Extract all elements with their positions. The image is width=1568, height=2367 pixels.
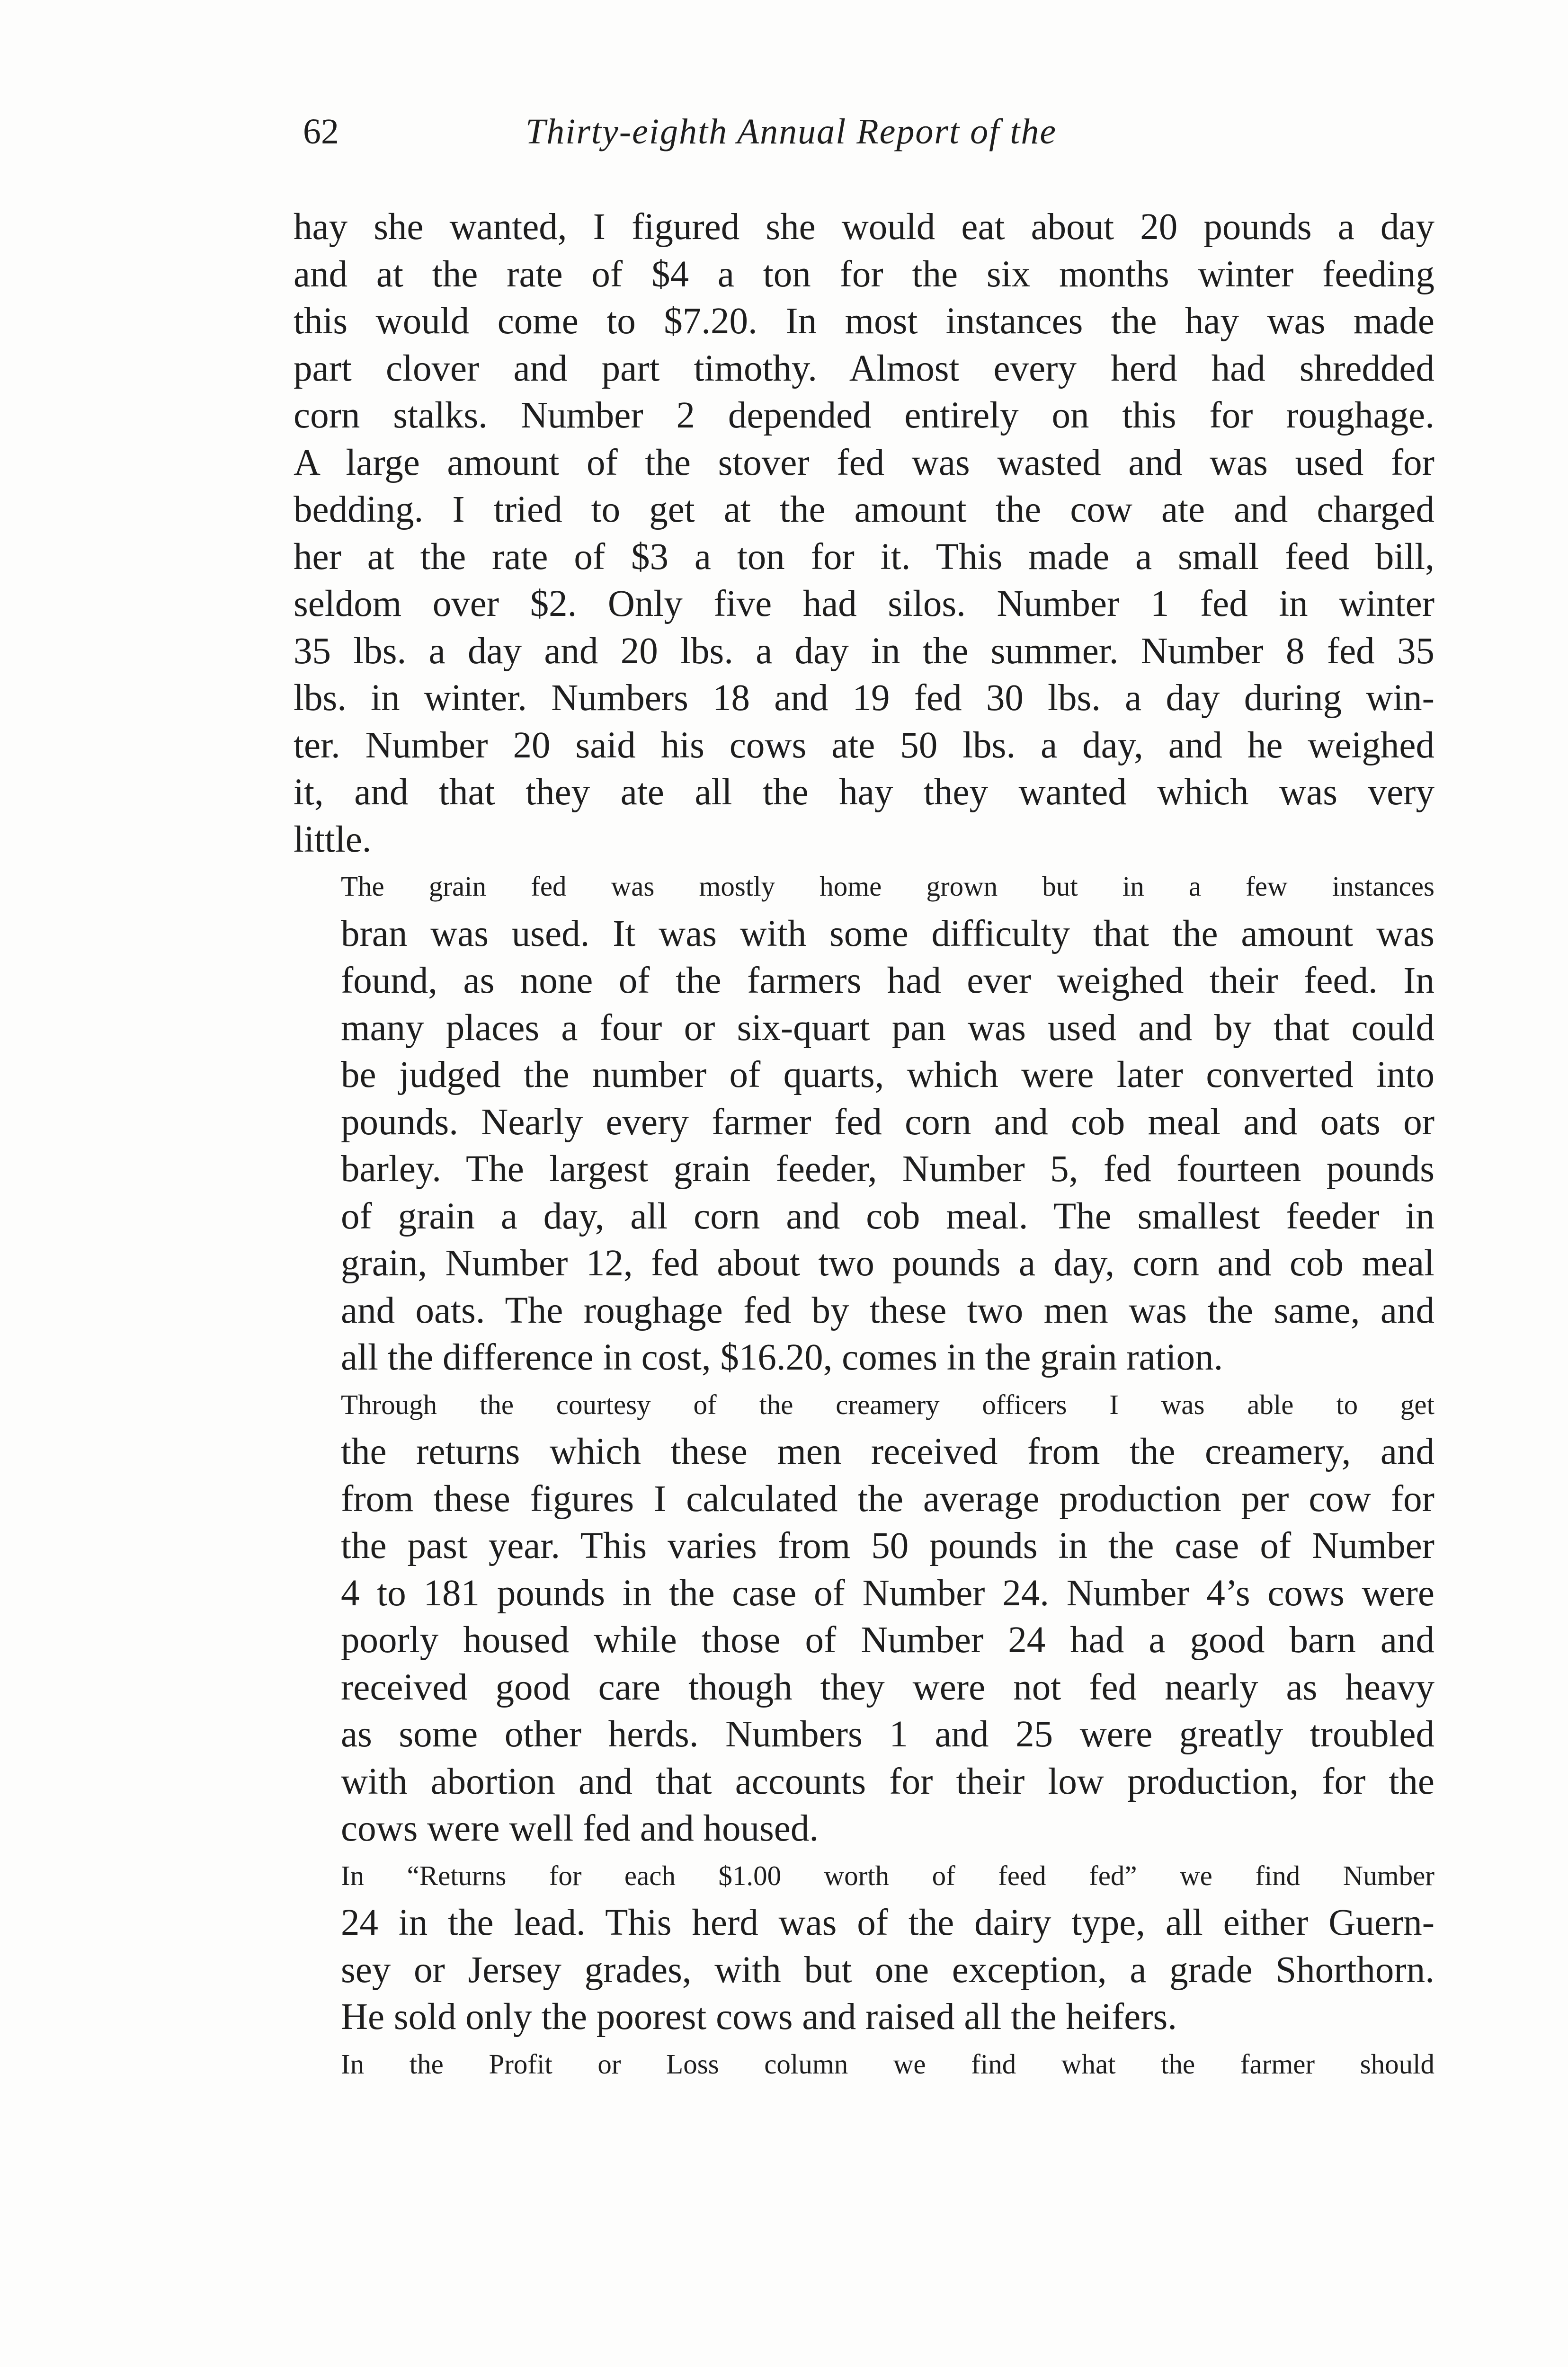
text-line: as some other herds. Numbers 1 and 25 were greatly troubled <box>341 1714 1434 1755</box>
paragraph-profit-loss <box>294 2041 1434 2088</box>
text-line: found, as none of the farmers had ever weighed their feed. In <box>341 960 1434 1001</box>
text-line: A large amount of the stover fed was wasted and was used for <box>294 442 1434 483</box>
text-line: the returns which these men received from the creamery, and <box>341 1431 1434 1472</box>
text-line: pounds. Nearly every farmer fed corn and cob meal and oats or <box>341 1101 1434 1143</box>
text-line: Through the courtesy of the creamery officers I was able to get <box>341 1388 1434 1420</box>
text-line: The grain fed was mostly home grown but in a few instances <box>341 871 1434 902</box>
text-line: seldom over $2. Only five had silos. Number 1 fed in winter <box>294 583 1434 624</box>
text-line: many places a four or six-quart pan was used and by that could <box>341 1007 1434 1049</box>
text-line: poorly housed while those of Number 24 had a good barn and <box>341 1620 1434 1661</box>
text-line: from these figures I calculated the average production per cow for <box>341 1478 1434 1520</box>
running-header <box>303 111 1439 163</box>
page-number: 62 <box>303 112 339 151</box>
text-line: part clover and part timothy. Almost every herd had shredded <box>294 347 1434 389</box>
text-line: her at the rate of $3 a ton for it. This made a small feed bill, <box>294 536 1434 578</box>
text-line: and oats. The roughage fed by these two men was the same, and <box>341 1290 1434 1331</box>
paragraph-grain <box>294 863 1434 1381</box>
text-line: bran was used. It was with some difficulty that the amount was <box>341 913 1434 954</box>
running-title: Thirty-eighth Annual Report of the <box>526 112 1057 151</box>
text-line: little. <box>294 819 372 860</box>
text-line: In the Profit or Loss column we find what the farmer should <box>341 2048 1434 2080</box>
text-line: with abortion and that accounts for their low production, for the <box>341 1761 1434 1802</box>
text-line: ter. Number 20 said his cows ate 50 lbs. a day, and he weighed <box>294 724 1434 766</box>
text-line: grain, Number 12, fed about two pounds a day, corn and cob meal <box>341 1243 1434 1284</box>
text-line: 4 to 181 pounds in the case of Number 24. Number 4’s cows were <box>341 1572 1434 1614</box>
body-text <box>294 204 1434 2088</box>
text-line: corn stalks. Number 2 depended entirely on this for roughage. <box>294 395 1434 436</box>
paragraph-returns <box>294 1852 1434 2041</box>
text-line: 35 lbs. a day and 20 lbs. a day in the summer. Number 8 fed 35 <box>294 630 1434 672</box>
text-line: In “Returns for each $1.00 worth of feed fed” we find Number <box>341 1860 1434 1891</box>
text-line: bedding. I tried to get at the amount the cow ate and charged <box>294 489 1434 530</box>
text-line: received good care though they were not fed nearly as heavy <box>341 1666 1434 1708</box>
text-line: this would come to $7.20. In most instances the hay was made <box>294 301 1434 342</box>
text-line: sey or Jersey grades, with but one exception, a grade Shorthorn. <box>341 1949 1434 1991</box>
text-line: be judged the number of quarts, which were later converted into <box>341 1054 1434 1095</box>
paragraph-creamery <box>294 1381 1434 1852</box>
text-line: all the difference in cost, $16.20, comes in the grain ration. <box>341 1337 1223 1378</box>
text-line: the past year. This varies from 50 pounds in the case of Number <box>341 1525 1434 1566</box>
text-line: hay she wanted, I figured she would eat about 20 pounds a day <box>294 206 1434 248</box>
paragraph-hay <box>294 204 1434 863</box>
text-line: and at the rate of $4 a ton for the six months winter feeding <box>294 253 1434 295</box>
text-line: He sold only the poorest cows and raised all the heifers. <box>341 1996 1177 2038</box>
text-line: 24 in the lead. This herd was of the dairy type, all either Guern- <box>341 1902 1434 1943</box>
text-line: cows were well fed and housed. <box>341 1808 819 1849</box>
text-line: barley. The largest grain feeder, Number 5, fed fourteen pounds <box>341 1148 1434 1190</box>
text-line: it, and that they ate all the hay they wanted which was very <box>294 772 1434 813</box>
text-line: lbs. in winter. Numbers 18 and 19 fed 30 lbs. a day during win- <box>294 677 1434 719</box>
text-line: of grain a day, all corn and cob meal. The smallest feeder in <box>341 1195 1434 1237</box>
